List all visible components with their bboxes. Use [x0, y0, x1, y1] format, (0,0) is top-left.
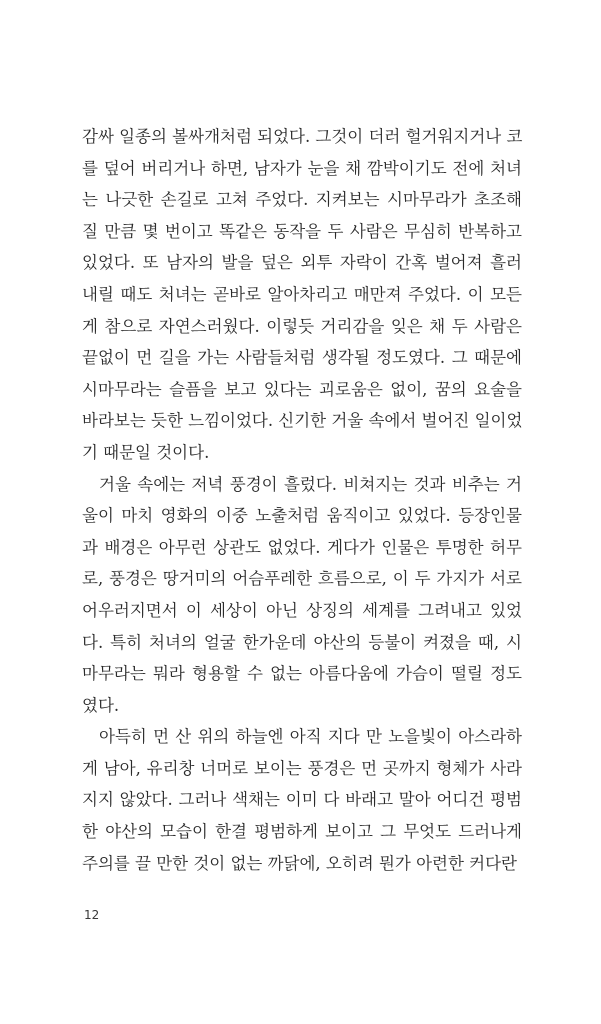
- text-line: 감싸 일종의 볼싸개처럼 되었다. 그것이 더러 헐거워지거나 코: [82, 127, 523, 146]
- text-line: 마무라는 뭐라 형용할 수 없는 아름다움에 가슴이 떨릴 정도: [82, 664, 522, 684]
- page-number: 12: [84, 908, 100, 922]
- text-line: 다. 특히 처녀의 얼굴 한가운데 야산의 등불이 켜졌을 때, 시: [82, 632, 522, 652]
- text-line: 과 배경은 아무런 상관도 없었다. 게다가 인물은 투명한 허무: [82, 537, 522, 557]
- text-line: 게 참으로 자연스러웠다. 이렇듯 거리감을 잊은 채 두 사람은: [82, 316, 522, 336]
- text-line: 한 야산의 모습이 한결 평범하게 보이고 그 무엇도 드러나게: [82, 822, 522, 842]
- text-line: 끝없이 먼 길을 가는 사람들처럼 생각될 정도였다. 그 때문에: [82, 348, 522, 368]
- text-line: 질 만큼 몇 번이고 똑같은 동작을 두 사람은 무심히 반복하고: [82, 221, 522, 241]
- text-line: 로, 풍경은 땅거미의 어슴푸레한 흐름으로, 이 두 가지가 서로: [82, 569, 522, 589]
- text-line: 거울 속에는 저녁 풍경이 흘렀다. 비쳐지는 것과 비추는 거: [99, 474, 522, 494]
- text-line: 있었다. 또 남자의 발을 덮은 외투 자락이 간혹 벌어져 흘러: [82, 253, 522, 273]
- text-line: 기 때문일 것이다.: [82, 442, 210, 462]
- text-line: 는 나긋한 손길로 고쳐 주었다. 지켜보는 시마무라가 초조해: [82, 190, 522, 210]
- text-line: 시마무라는 슬픔을 보고 있다는 괴로움은 없이, 꿈의 요술을: [82, 379, 522, 399]
- text-line: 울이 마치 영화의 이중 노출처럼 움직이고 있었다. 등장인물: [82, 506, 522, 526]
- text-line: 지지 않았다. 그러나 색채는 이미 다 바래고 말아 어디건 평범: [82, 790, 522, 810]
- text-line: 게 남아, 유리창 너머로 보이는 풍경은 먼 곳까지 형체가 사라: [82, 758, 522, 778]
- paragraph: [82, 469, 522, 722]
- text-line: 주의를 끌 만한 것이 없는 까닭에, 오히려 뭔가 아련한 커다란: [82, 853, 517, 873]
- text-line: 아득히 먼 산 위의 하늘엔 아직 지다 만 노을빛이 아스라하: [99, 727, 522, 747]
- text-line: 바라보는 듯한 느낌이었다. 신기한 거울 속에서 벌어진 일이었: [82, 411, 523, 431]
- text-line: 를 덮어 버리거나 하면, 남자가 눈을 채 깜박이기도 전에 처녀: [82, 158, 522, 178]
- text-line: 내릴 때도 처녀는 곧바로 알아차리고 매만져 주었다. 이 모든: [82, 284, 522, 304]
- paragraph: [82, 721, 522, 879]
- body-text: [82, 121, 522, 879]
- text-line: 였다.: [82, 695, 120, 715]
- paragraph: [82, 121, 522, 469]
- text-line: 어우러지면서 이 세상이 아닌 상징의 세계를 그려내고 있었: [82, 600, 522, 620]
